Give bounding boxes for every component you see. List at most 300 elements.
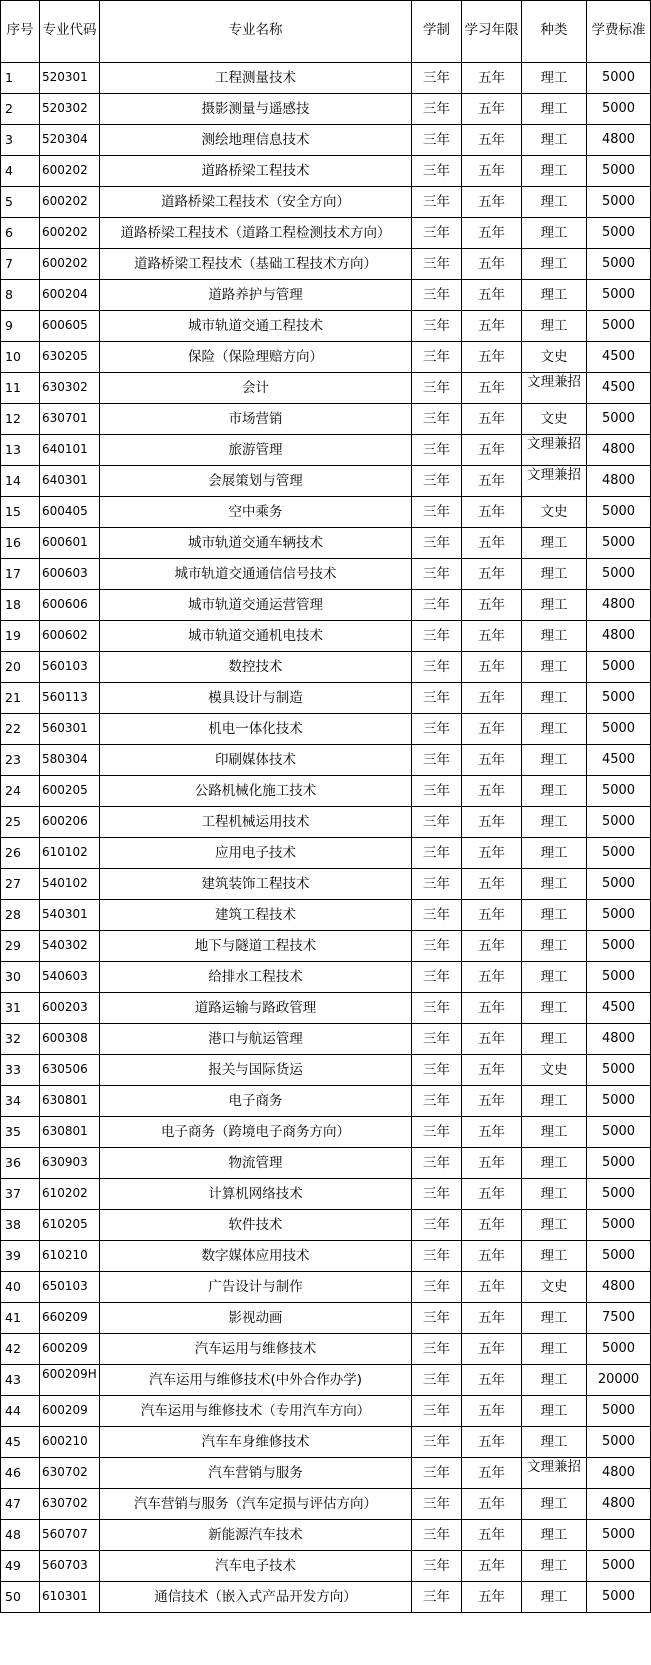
study-system: 三年 — [412, 621, 462, 652]
category: 文史 — [522, 1272, 587, 1303]
major-name: 城市轨道交通通信信号技术 — [100, 559, 412, 590]
major-name: 道路桥梁工程技术（安全方向） — [100, 187, 412, 218]
major-code: 600209H — [40, 1365, 100, 1396]
category: 理工 — [522, 869, 587, 900]
study-years: 五年 — [462, 1458, 522, 1489]
study-years: 五年 — [462, 1117, 522, 1148]
study-system: 三年 — [412, 1179, 462, 1210]
major-name: 道路桥梁工程技术（道路工程检测技术方向） — [100, 218, 412, 249]
study-system: 三年 — [412, 1334, 462, 1365]
major-code: 640301 — [40, 466, 100, 497]
table-row — [1, 218, 651, 249]
study-years: 五年 — [462, 900, 522, 931]
row-index: 22 — [1, 714, 40, 745]
study-years: 五年 — [462, 621, 522, 652]
study-years: 五年 — [462, 1520, 522, 1551]
category: 理工 — [522, 931, 587, 962]
category: 理工 — [522, 745, 587, 776]
category: 理工 — [522, 1334, 587, 1365]
category: 理工 — [522, 1024, 587, 1055]
major-name: 城市轨道交通机电技术 — [100, 621, 412, 652]
study-years: 五年 — [462, 652, 522, 683]
major-code: 600202 — [40, 187, 100, 218]
study-years: 五年 — [462, 559, 522, 590]
major-name: 数字媒体应用技术 — [100, 1241, 412, 1272]
major-name: 机电一体化技术 — [100, 714, 412, 745]
category: 理工 — [522, 187, 587, 218]
study-system: 三年 — [412, 1520, 462, 1551]
major-name: 测绘地理信息技术 — [100, 125, 412, 156]
tuition-fee: 4800 — [587, 1272, 651, 1303]
tuition-fee: 5000 — [587, 1241, 651, 1272]
row-index: 23 — [1, 745, 40, 776]
row-index: 25 — [1, 807, 40, 838]
major-code: 600205 — [40, 776, 100, 807]
study-years: 五年 — [462, 931, 522, 962]
study-system: 三年 — [412, 931, 462, 962]
study-system: 三年 — [412, 559, 462, 590]
study-system: 三年 — [412, 1427, 462, 1458]
major-name: 城市轨道交通车辆技术 — [100, 528, 412, 559]
study-years: 五年 — [462, 1334, 522, 1365]
major-code: 660209 — [40, 1303, 100, 1334]
study-system: 三年 — [412, 652, 462, 683]
tuition-fee: 5000 — [587, 249, 651, 280]
table-row — [1, 342, 651, 373]
category: 文理兼招 — [522, 1458, 587, 1489]
category: 理工 — [522, 1179, 587, 1210]
major-code: 540302 — [40, 931, 100, 962]
header-system: 学制 — [412, 1, 462, 63]
study-system: 三年 — [412, 528, 462, 559]
major-code: 600602 — [40, 621, 100, 652]
table-row — [1, 838, 651, 869]
study-system: 三年 — [412, 714, 462, 745]
row-index: 7 — [1, 249, 40, 280]
table-row — [1, 528, 651, 559]
major-name: 电子商务（跨境电子商务方向） — [100, 1117, 412, 1148]
major-name: 汽车运用与维修技术（专用汽车方向） — [100, 1396, 412, 1427]
major-code: 540102 — [40, 869, 100, 900]
row-index: 39 — [1, 1241, 40, 1272]
category: 理工 — [522, 280, 587, 311]
major-name: 工程机械运用技术 — [100, 807, 412, 838]
category: 文史 — [522, 342, 587, 373]
table-row — [1, 683, 651, 714]
tuition-fee: 5000 — [587, 63, 651, 94]
major-code: 600210 — [40, 1427, 100, 1458]
table-row — [1, 1489, 651, 1520]
study-system: 三年 — [412, 1055, 462, 1086]
study-years: 五年 — [462, 342, 522, 373]
tuition-fee: 4800 — [587, 125, 651, 156]
study-system: 三年 — [412, 342, 462, 373]
study-system: 三年 — [412, 1024, 462, 1055]
study-years: 五年 — [462, 125, 522, 156]
major-code: 600206 — [40, 807, 100, 838]
tuition-fee: 5000 — [587, 683, 651, 714]
major-name: 数控技术 — [100, 652, 412, 683]
study-years: 五年 — [462, 590, 522, 621]
table-row — [1, 1427, 651, 1458]
row-index: 28 — [1, 900, 40, 931]
major-code: 630801 — [40, 1086, 100, 1117]
row-index: 13 — [1, 435, 40, 466]
study-years: 五年 — [462, 156, 522, 187]
study-years: 五年 — [462, 1086, 522, 1117]
table-row — [1, 1303, 651, 1334]
major-code: 600204 — [40, 280, 100, 311]
category: 理工 — [522, 94, 587, 125]
row-index: 47 — [1, 1489, 40, 1520]
study-years: 五年 — [462, 1396, 522, 1427]
table-row — [1, 466, 651, 497]
row-index: 45 — [1, 1427, 40, 1458]
table-row — [1, 1148, 651, 1179]
row-index: 3 — [1, 125, 40, 156]
tuition-fee: 5000 — [587, 497, 651, 528]
study-system: 三年 — [412, 187, 462, 218]
table-row — [1, 590, 651, 621]
row-index: 44 — [1, 1396, 40, 1427]
category: 理工 — [522, 621, 587, 652]
major-code: 630702 — [40, 1489, 100, 1520]
category: 文史 — [522, 497, 587, 528]
header-category: 种类 — [522, 1, 587, 63]
tuition-fee: 4800 — [587, 590, 651, 621]
study-system: 三年 — [412, 63, 462, 94]
study-years: 五年 — [462, 373, 522, 404]
category: 理工 — [522, 528, 587, 559]
tuition-fee: 4500 — [587, 342, 651, 373]
study-system: 三年 — [412, 311, 462, 342]
study-years: 五年 — [462, 280, 522, 311]
table-row — [1, 714, 651, 745]
tuition-fee: 5000 — [587, 1551, 651, 1582]
major-name: 城市轨道交通工程技术 — [100, 311, 412, 342]
major-code: 560301 — [40, 714, 100, 745]
major-name: 道路桥梁工程技术（基础工程技术方向） — [100, 249, 412, 280]
study-system: 三年 — [412, 1365, 462, 1396]
major-code: 640101 — [40, 435, 100, 466]
tuition-fee: 5000 — [587, 1334, 651, 1365]
tuition-fee: 4800 — [587, 1489, 651, 1520]
tuition-fee: 4500 — [587, 373, 651, 404]
tuition-fee: 5000 — [587, 311, 651, 342]
table-row — [1, 1117, 651, 1148]
study-system: 三年 — [412, 590, 462, 621]
major-name: 广告设计与制作 — [100, 1272, 412, 1303]
header-row — [1, 1, 651, 63]
study-system: 三年 — [412, 1241, 462, 1272]
study-system: 三年 — [412, 156, 462, 187]
category: 文史 — [522, 404, 587, 435]
study-system: 三年 — [412, 962, 462, 993]
study-system: 三年 — [412, 280, 462, 311]
study-system: 三年 — [412, 1148, 462, 1179]
study-system: 三年 — [412, 1396, 462, 1427]
tuition-fee: 5000 — [587, 156, 651, 187]
study-years: 五年 — [462, 1148, 522, 1179]
tuition-fee: 5000 — [587, 559, 651, 590]
major-name: 工程测量技术 — [100, 63, 412, 94]
major-name: 汽车电子技术 — [100, 1551, 412, 1582]
major-name: 道路桥梁工程技术 — [100, 156, 412, 187]
category: 理工 — [522, 1396, 587, 1427]
study-system: 三年 — [412, 1458, 462, 1489]
row-index: 24 — [1, 776, 40, 807]
table-row — [1, 993, 651, 1024]
table-row — [1, 869, 651, 900]
tuition-fee: 5000 — [587, 187, 651, 218]
row-index: 49 — [1, 1551, 40, 1582]
category: 理工 — [522, 1427, 587, 1458]
major-name: 会计 — [100, 373, 412, 404]
table-row — [1, 1365, 651, 1396]
major-code: 580304 — [40, 745, 100, 776]
study-years: 五年 — [462, 838, 522, 869]
tuition-fee: 4500 — [587, 745, 651, 776]
row-index: 26 — [1, 838, 40, 869]
study-system: 三年 — [412, 404, 462, 435]
tuition-fee: 5000 — [587, 838, 651, 869]
major-code: 520304 — [40, 125, 100, 156]
tuition-fee: 20000 — [587, 1365, 651, 1396]
tuition-fee: 5000 — [587, 1210, 651, 1241]
major-name: 汽车营销与服务 — [100, 1458, 412, 1489]
major-code: 610210 — [40, 1241, 100, 1272]
major-name: 道路养护与管理 — [100, 280, 412, 311]
table-row — [1, 63, 651, 94]
major-name: 印刷媒体技术 — [100, 745, 412, 776]
category: 理工 — [522, 652, 587, 683]
major-name: 建筑装饰工程技术 — [100, 869, 412, 900]
tuition-fee: 5000 — [587, 94, 651, 125]
category: 文理兼招 — [522, 373, 587, 404]
row-index: 17 — [1, 559, 40, 590]
tuition-fee: 4800 — [587, 435, 651, 466]
study-years: 五年 — [462, 745, 522, 776]
study-years: 五年 — [462, 993, 522, 1024]
major-name: 通信技术（嵌入式产品开发方向） — [100, 1582, 412, 1613]
tuition-fee: 5000 — [587, 1086, 651, 1117]
category: 理工 — [522, 807, 587, 838]
row-index: 27 — [1, 869, 40, 900]
major-name: 计算机网络技术 — [100, 1179, 412, 1210]
tuition-fee: 4800 — [587, 1024, 651, 1055]
study-years: 五年 — [462, 63, 522, 94]
row-index: 11 — [1, 373, 40, 404]
table-row — [1, 435, 651, 466]
row-index: 14 — [1, 466, 40, 497]
category: 理工 — [522, 1148, 587, 1179]
major-code: 630302 — [40, 373, 100, 404]
major-name: 物流管理 — [100, 1148, 412, 1179]
category: 理工 — [522, 962, 587, 993]
header-index: 序号 — [1, 1, 40, 63]
major-name: 建筑工程技术 — [100, 900, 412, 931]
study-system: 三年 — [412, 1086, 462, 1117]
category: 文史 — [522, 1055, 587, 1086]
study-years: 五年 — [462, 528, 522, 559]
table-row — [1, 776, 651, 807]
tuition-fee: 5000 — [587, 1427, 651, 1458]
category: 理工 — [522, 1241, 587, 1272]
major-code: 610102 — [40, 838, 100, 869]
tuition-fee: 4800 — [587, 466, 651, 497]
table-row — [1, 931, 651, 962]
study-years: 五年 — [462, 962, 522, 993]
category: 理工 — [522, 590, 587, 621]
tuition-fee: 5000 — [587, 869, 651, 900]
row-index: 6 — [1, 218, 40, 249]
row-index: 31 — [1, 993, 40, 1024]
category: 理工 — [522, 838, 587, 869]
row-index: 16 — [1, 528, 40, 559]
tuition-fee: 5000 — [587, 1117, 651, 1148]
category: 理工 — [522, 993, 587, 1024]
row-index: 48 — [1, 1520, 40, 1551]
major-code: 600202 — [40, 218, 100, 249]
header-tuition: 学费标准 — [587, 1, 651, 63]
major-code: 600209 — [40, 1334, 100, 1365]
tuition-fee: 5000 — [587, 931, 651, 962]
study-system: 三年 — [412, 776, 462, 807]
study-years: 五年 — [462, 249, 522, 280]
major-code: 520302 — [40, 94, 100, 125]
major-code: 600601 — [40, 528, 100, 559]
table-row — [1, 1551, 651, 1582]
study-years: 五年 — [462, 311, 522, 342]
major-name: 汽车车身维修技术 — [100, 1427, 412, 1458]
table-row — [1, 249, 651, 280]
row-index: 43 — [1, 1365, 40, 1396]
study-years: 五年 — [462, 187, 522, 218]
major-code: 630701 — [40, 404, 100, 435]
tuition-fee: 5000 — [587, 1582, 651, 1613]
study-system: 三年 — [412, 745, 462, 776]
major-code: 540603 — [40, 962, 100, 993]
study-years: 五年 — [462, 1303, 522, 1334]
category: 理工 — [522, 125, 587, 156]
row-index: 12 — [1, 404, 40, 435]
study-system: 三年 — [412, 435, 462, 466]
category: 理工 — [522, 1582, 587, 1613]
study-system: 三年 — [412, 1303, 462, 1334]
table-row — [1, 187, 651, 218]
major-name: 市场营销 — [100, 404, 412, 435]
row-index: 9 — [1, 311, 40, 342]
tuition-fee: 5000 — [587, 776, 651, 807]
study-years: 五年 — [462, 435, 522, 466]
category: 理工 — [522, 1117, 587, 1148]
tuition-fee: 5000 — [587, 1396, 651, 1427]
major-code: 600308 — [40, 1024, 100, 1055]
row-index: 20 — [1, 652, 40, 683]
major-name: 应用电子技术 — [100, 838, 412, 869]
major-code: 600202 — [40, 249, 100, 280]
major-code: 630801 — [40, 1117, 100, 1148]
study-system: 三年 — [412, 1210, 462, 1241]
major-name: 电子商务 — [100, 1086, 412, 1117]
study-system: 三年 — [412, 218, 462, 249]
major-name: 地下与隧道工程技术 — [100, 931, 412, 962]
study-years: 五年 — [462, 1365, 522, 1396]
major-code: 630506 — [40, 1055, 100, 1086]
category: 理工 — [522, 1365, 587, 1396]
major-code: 600405 — [40, 497, 100, 528]
table-row — [1, 1179, 651, 1210]
major-code: 560707 — [40, 1520, 100, 1551]
row-index: 2 — [1, 94, 40, 125]
table-row — [1, 745, 651, 776]
row-index: 4 — [1, 156, 40, 187]
study-system: 三年 — [412, 900, 462, 931]
category: 理工 — [522, 1303, 587, 1334]
major-code: 560703 — [40, 1551, 100, 1582]
table-row — [1, 311, 651, 342]
study-years: 五年 — [462, 1210, 522, 1241]
major-code: 630205 — [40, 342, 100, 373]
row-index: 36 — [1, 1148, 40, 1179]
table-row — [1, 1582, 651, 1613]
category: 理工 — [522, 311, 587, 342]
category: 理工 — [522, 156, 587, 187]
category: 理工 — [522, 776, 587, 807]
table-row — [1, 1334, 651, 1365]
major-code: 610205 — [40, 1210, 100, 1241]
major-name: 给排水工程技术 — [100, 962, 412, 993]
row-index: 32 — [1, 1024, 40, 1055]
category: 理工 — [522, 1210, 587, 1241]
table-row — [1, 559, 651, 590]
study-system: 三年 — [412, 94, 462, 125]
table-row — [1, 125, 651, 156]
major-name: 保险（保险理赔方向） — [100, 342, 412, 373]
tuition-fee: 5000 — [587, 900, 651, 931]
tuition-fee: 5000 — [587, 218, 651, 249]
major-name: 汽车营销与服务（汽车定损与评估方向） — [100, 1489, 412, 1520]
category: 理工 — [522, 63, 587, 94]
study-years: 五年 — [462, 1241, 522, 1272]
category: 理工 — [522, 1551, 587, 1582]
row-index: 40 — [1, 1272, 40, 1303]
study-years: 五年 — [462, 807, 522, 838]
category: 理工 — [522, 1086, 587, 1117]
tuition-fee: 4800 — [587, 1458, 651, 1489]
table-row — [1, 404, 651, 435]
category: 文理兼招 — [522, 435, 587, 466]
study-years: 五年 — [462, 1551, 522, 1582]
row-index: 29 — [1, 931, 40, 962]
tuition-fee: 4800 — [587, 621, 651, 652]
table-row — [1, 1396, 651, 1427]
study-system: 三年 — [412, 1272, 462, 1303]
study-years: 五年 — [462, 714, 522, 745]
major-name: 会展策划与管理 — [100, 466, 412, 497]
row-index: 46 — [1, 1458, 40, 1489]
study-system: 三年 — [412, 249, 462, 280]
category: 理工 — [522, 1489, 587, 1520]
study-years: 五年 — [462, 1272, 522, 1303]
row-index: 18 — [1, 590, 40, 621]
table-row — [1, 1024, 651, 1055]
major-code: 650103 — [40, 1272, 100, 1303]
major-code: 600606 — [40, 590, 100, 621]
major-code: 520301 — [40, 63, 100, 94]
tuition-fee: 5000 — [587, 528, 651, 559]
category: 理工 — [522, 559, 587, 590]
